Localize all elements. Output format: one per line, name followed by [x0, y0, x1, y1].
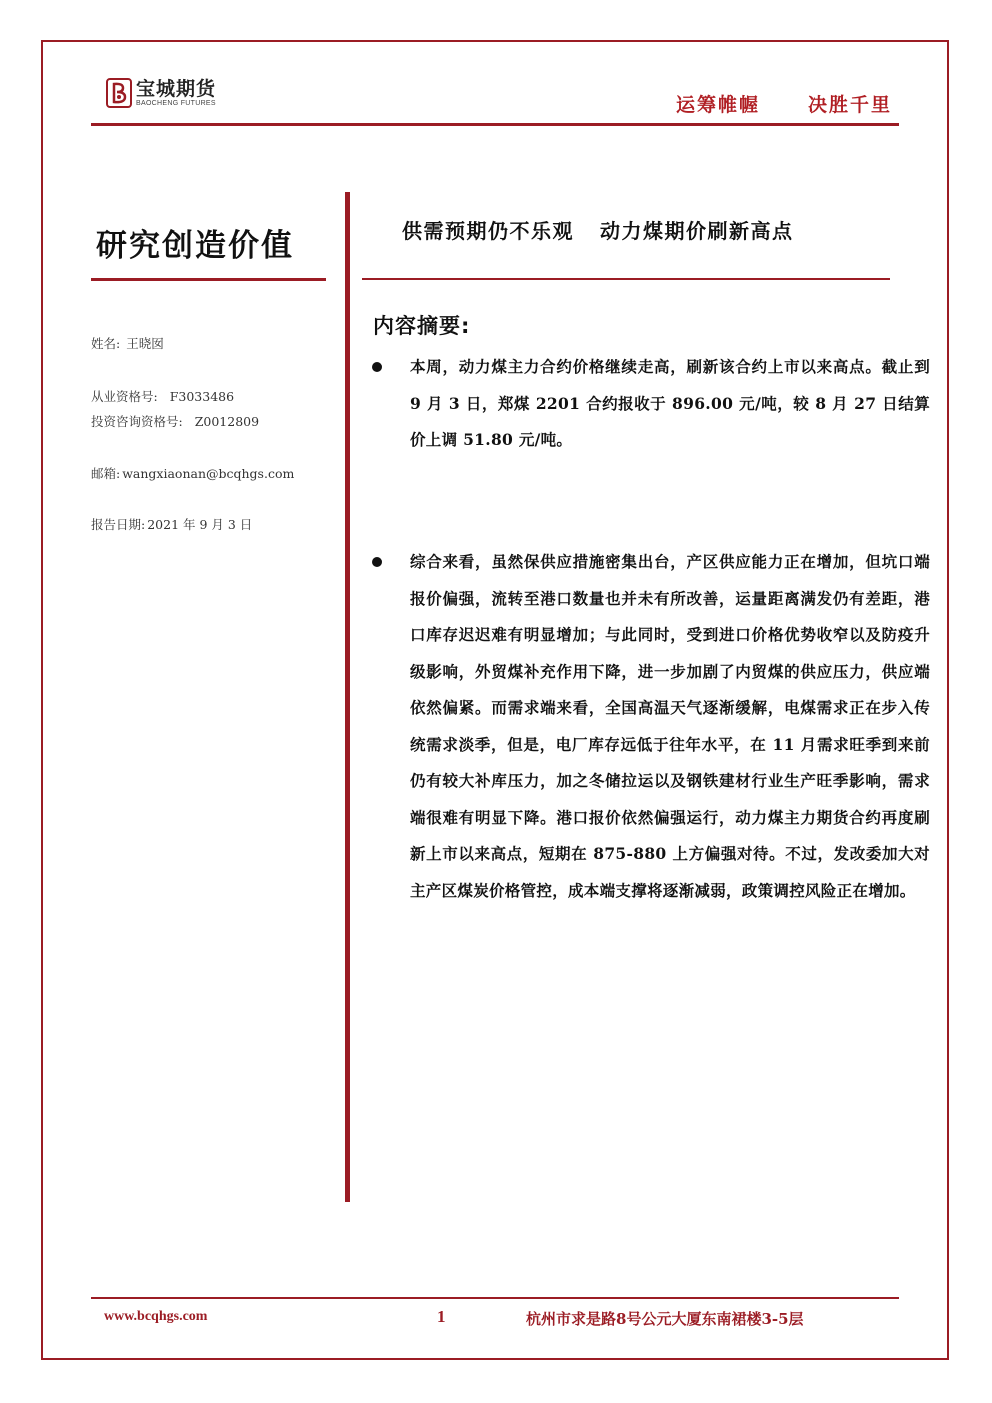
summary-bullet-2: 综合来看，虽然保供应措施密集出台，产区供应能力正在增加，但坑口端报价偏强，流转至港口数量也并未有所改善，运量距离满发仍有差距，港口库存迟迟难有明显增加；与此同时，受到进口价格优势收窄以及防疫升级影响，外贸煤补充作用下降，进一步加剧了内贸煤的供应压力，供应端依然偏紧。而需求端来看，全国高温天气逐渐缓解，电煤需求正在步入传统需求淡季，但是，电厂库存远低于往年水平，在 11 月需求旺季到来前仍有较大补库压力，加之冬储拉运以及钢铁建材行业生产旺季影响，需求端很难有明显下降。港口报价依然偏强运行，动力煤主力期货合约再度刷新上市以来高点，短期在 875-880 上方偏强对待。不过，发改委加大对主产区煤炭价格管控，成本端支撑将逐渐减弱，政策调控风险正在增加。 [410, 552, 930, 900]
logo-chinese-name: 宝城期货 [136, 77, 217, 100]
sidebar-title: 研究创造价值 [96, 228, 294, 264]
analyst-name [91, 334, 164, 352]
title-divider [362, 278, 890, 280]
report-date-value: 2021 年 9 月 3 日 [147, 517, 253, 532]
license-value: F3033486 [169, 389, 235, 404]
email-value: wangxiaonan@bcqhgs.com [122, 466, 295, 481]
page-number: 1 [437, 1307, 446, 1326]
bullet-dot-icon [372, 362, 382, 372]
slogan-part-1: 运筹帷幄 [675, 94, 760, 116]
header-divider [91, 123, 899, 126]
summary-heading: 内容摘要: [373, 314, 471, 338]
slogan-part-2: 决胜千里 [807, 94, 892, 116]
footer-website-link[interactable]: www.bcqhgs.com [104, 1309, 208, 1324]
analyst-name-label: 姓名: [91, 336, 121, 351]
email [91, 464, 294, 482]
logo-english-name: BAOCHENG FUTURES [136, 99, 216, 107]
header-slogan [676, 90, 892, 117]
report-title-part-1: 供需预期仍不乐观 [402, 219, 574, 243]
bullet-dot-icon [372, 557, 382, 567]
license-number [91, 387, 234, 405]
advisory-value: Z0012809 [194, 414, 260, 429]
column-divider [345, 192, 350, 1202]
report-title [402, 215, 794, 244]
email-label: 邮箱: [91, 466, 121, 481]
report-date-label: 报告日期: [91, 517, 146, 532]
advisory-label: 投资咨询资格号: [91, 414, 183, 429]
report-title-part-2: 动力煤期价刷新高点 [600, 219, 794, 243]
sidebar-divider [91, 278, 326, 281]
summary-bullet-1: 本周，动力煤主力合约价格继续走高，刷新该合约上市以来高点。截止到 9 月 3 日，郑煤 2201 合约报收于 896.00 元/吨，较 8 月 27 日结算价上调 51.80 元/吨。 [410, 357, 930, 449]
footer-address: 杭州市求是路8号公元大厦东南裙楼3-5层 [526, 1310, 804, 1328]
company-logo [106, 78, 216, 108]
analyst-name-value: 王晓囡 [126, 336, 164, 351]
advisory-number [91, 412, 259, 430]
baocheng-logo-icon [106, 78, 132, 108]
report-date [91, 515, 252, 533]
license-label: 从业资格号: [91, 389, 158, 404]
footer-divider [91, 1297, 899, 1299]
